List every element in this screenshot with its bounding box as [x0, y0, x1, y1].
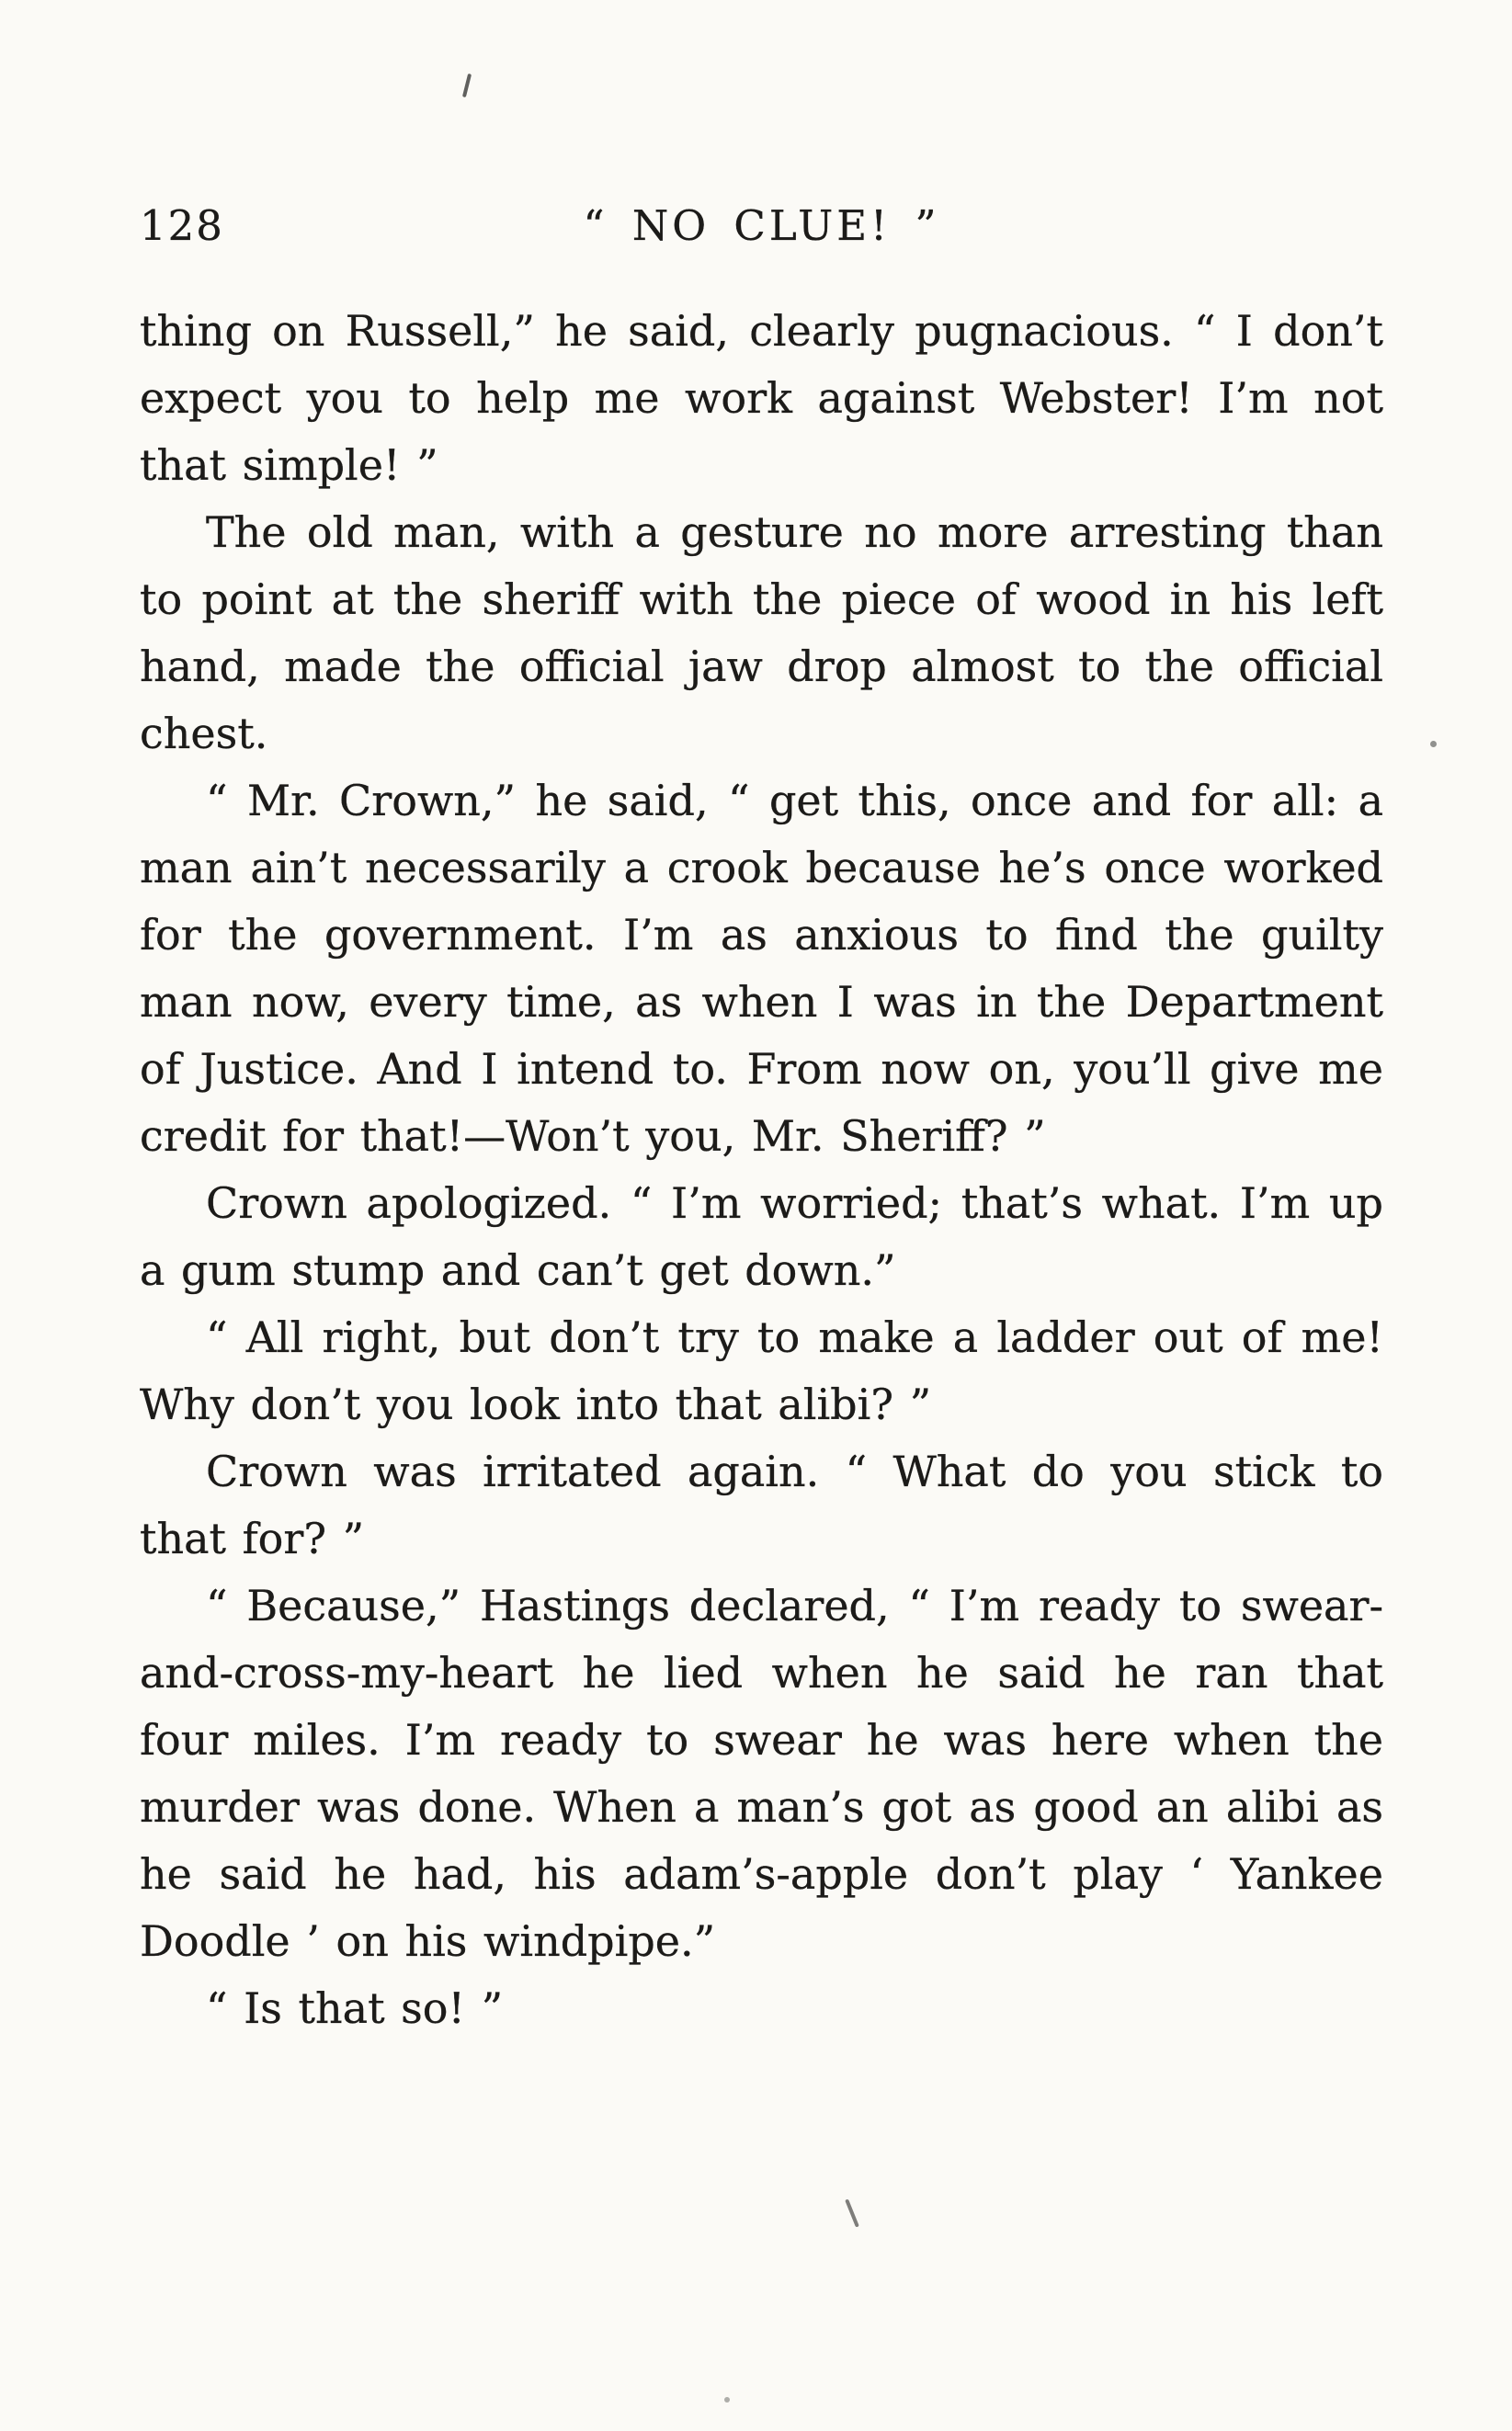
- page-header: [140, 200, 1383, 257]
- paragraph: “ Mr. Crown,” he said, “ get this, once and for all: a man ain’t necessarily a crook because he’s once worked for the government. I’m as anxious to find the guilty man now, every time, as when I was in the Department of Justice. And I intend to. From now on, you’ll give me credit for that!—Won’t you, Mr. Sheriff? ”: [140, 776, 1383, 1161]
- body-text: [140, 298, 1383, 2042]
- running-title: “ NO CLUE! ”: [583, 201, 940, 250]
- paragraph: The old man, with a gesture no more arresting than to point at the sheriff with the piece of wood in his left hand, made the official jaw drop almost to the official chest.: [140, 507, 1383, 758]
- paragraph: “ Because,” Hastings declared, “ I’m ready to swear-and-cross-my-heart he lied when he said he ran that four miles. I’m ready to swear he was here when the murder was done. When a man’s got as good an alibi as he said he had, his adam’s-apple don’t play ‘ Yankee Doodle ’ on his windpipe.”: [140, 1581, 1383, 1966]
- scan-artifact-tick: [462, 74, 472, 97]
- scan-artifact-dot: [1430, 741, 1437, 747]
- paragraph: Crown apologized. “ I’m worried; that’s what. I’m up a gum stump and can’t get down.”: [140, 1178, 1383, 1295]
- scan-artifact-dot-2: [724, 2397, 730, 2403]
- paragraph: thing on Russell,” he said, clearly pugnacious. “ I don’t expect you to help me work against Webster! I’m not that simple! ”: [140, 306, 1383, 490]
- paragraph: “ All right, but don’t try to make a ladder out of me! Why don’t you look into that alibi? ”: [140, 1312, 1383, 1429]
- paragraph: Crown was irritated again. “ What do you stick to that for? ”: [140, 1447, 1383, 1563]
- paragraph: “ Is that so! ”: [206, 1983, 504, 2033]
- page-number: 128: [140, 201, 224, 250]
- scan-artifact-slash: [845, 2198, 859, 2227]
